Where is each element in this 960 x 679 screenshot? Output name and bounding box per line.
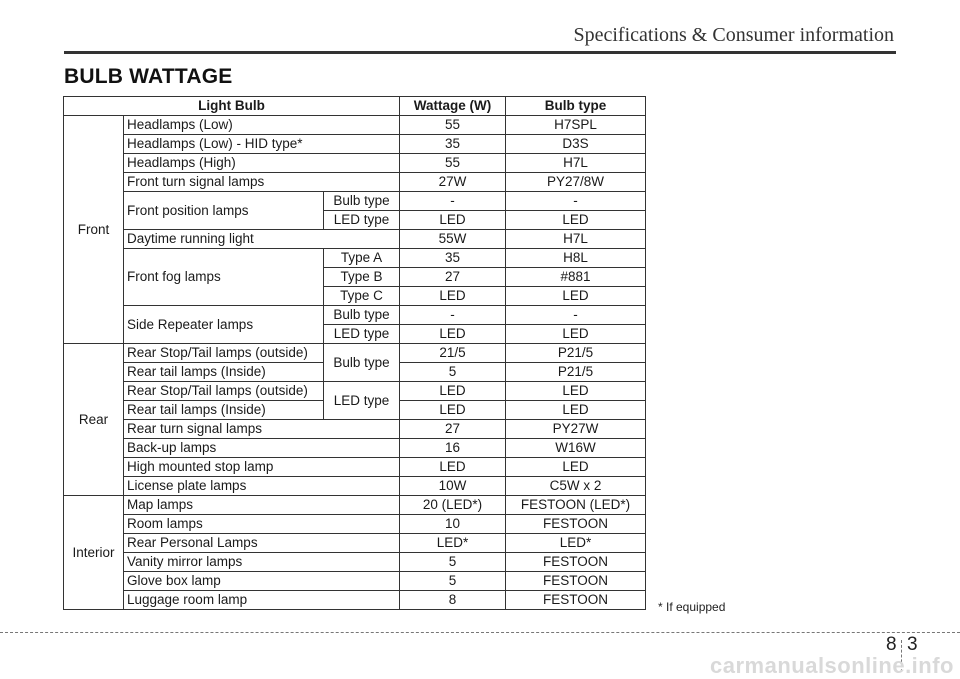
lamp-name: Vanity mirror lamps [124, 553, 400, 572]
sub-type: LED type [324, 382, 400, 420]
wattage: 20 (LED*) [400, 496, 506, 515]
sub-type: Bulb type [324, 344, 400, 382]
wattage: LED* [400, 534, 506, 553]
bulb-type: FESTOON (LED*) [506, 496, 646, 515]
table-header-row [64, 97, 646, 116]
sub-type: Type B [324, 268, 400, 287]
wattage: 35 [400, 249, 506, 268]
wattage: LED [400, 458, 506, 477]
table-row [64, 306, 646, 325]
page-number: 3 [907, 634, 918, 655]
footer-rule [0, 632, 960, 633]
bulb-type: W16W [506, 439, 646, 458]
wattage: 27 [400, 420, 506, 439]
group-rear: Rear [64, 344, 124, 496]
group-front: Front [64, 116, 124, 344]
bulb-type: P21/5 [506, 344, 646, 363]
group-interior: Interior [64, 496, 124, 610]
wattage: 35 [400, 135, 506, 154]
lamp-name: Luggage room lamp [124, 591, 400, 610]
wattage: 10W [400, 477, 506, 496]
section-title: BULB WATTAGE [64, 65, 233, 88]
table-row [64, 135, 646, 154]
bulb-type: C5W x 2 [506, 477, 646, 496]
bulb-type: H8L [506, 249, 646, 268]
table-row [64, 230, 646, 249]
bulb-type: LED [506, 287, 646, 306]
lamp-name: Rear tail lamps (Inside) [124, 401, 324, 420]
watermark: carmanualsonline.info [710, 653, 954, 678]
wattage: LED [400, 401, 506, 420]
table-row [64, 173, 646, 192]
lamp-name: High mounted stop lamp [124, 458, 400, 477]
table-row [64, 553, 646, 572]
bulb-type: LED [506, 325, 646, 344]
lamp-name: Rear Stop/Tail lamps (outside) [124, 382, 324, 401]
header-rule [64, 51, 896, 54]
lamp-name: Rear turn signal lamps [124, 420, 400, 439]
bulb-wattage-table [63, 96, 646, 610]
bulb-type: FESTOON [506, 553, 646, 572]
lamp-name: Side Repeater lamps [124, 306, 324, 344]
wattage: 55 [400, 116, 506, 135]
bulb-type: PY27W [506, 420, 646, 439]
wattage: LED [400, 287, 506, 306]
bulb-type: LED [506, 458, 646, 477]
table-row [64, 496, 646, 515]
lamp-name: Back-up lamps [124, 439, 400, 458]
bulb-type: - [506, 192, 646, 211]
lamp-name: Daytime running light [124, 230, 400, 249]
header-light-bulb: Light Bulb [64, 97, 400, 116]
table-row [64, 439, 646, 458]
bulb-type: FESTOON [506, 572, 646, 591]
bulb-type: FESTOON [506, 591, 646, 610]
wattage: 27 [400, 268, 506, 287]
bulb-type: D3S [506, 135, 646, 154]
wattage: 55 [400, 154, 506, 173]
table-row [64, 344, 646, 363]
table-row [64, 477, 646, 496]
table-row [64, 458, 646, 477]
table-row [64, 572, 646, 591]
wattage: 5 [400, 363, 506, 382]
wattage: - [400, 306, 506, 325]
lamp-name: Rear Personal Lamps [124, 534, 400, 553]
sub-type: Bulb type [324, 192, 400, 211]
lamp-name: Front fog lamps [124, 249, 324, 306]
bulb-type: LED [506, 401, 646, 420]
lamp-name: License plate lamps [124, 477, 400, 496]
footnote: * If equipped [658, 600, 726, 614]
lamp-name: Map lamps [124, 496, 400, 515]
lamp-name: Front position lamps [124, 192, 324, 230]
sub-type: LED type [324, 325, 400, 344]
bulb-type: #881 [506, 268, 646, 287]
wattage: 8 [400, 591, 506, 610]
table-row [64, 591, 646, 610]
wattage: 5 [400, 572, 506, 591]
wattage: 27W [400, 173, 506, 192]
bulb-type: H7L [506, 154, 646, 173]
wattage: 16 [400, 439, 506, 458]
lamp-name: Headlamps (Low) [124, 116, 400, 135]
wattage: LED [400, 211, 506, 230]
wattage: 10 [400, 515, 506, 534]
table-row [64, 382, 646, 401]
bulb-type: FESTOON [506, 515, 646, 534]
sub-type: Type A [324, 249, 400, 268]
table-row [64, 249, 646, 268]
bulb-type: LED [506, 211, 646, 230]
chapter-number: 8 [886, 634, 897, 655]
page-header-title: Specifications & Consumer information [573, 24, 894, 46]
table-row [64, 420, 646, 439]
wattage: LED [400, 325, 506, 344]
wattage: 5 [400, 553, 506, 572]
header-bulb-type: Bulb type [506, 97, 646, 116]
table-row [64, 515, 646, 534]
bulb-type: - [506, 306, 646, 325]
bulb-type: LED* [506, 534, 646, 553]
bulb-type: PY27/8W [506, 173, 646, 192]
lamp-name: Rear tail lamps (Inside) [124, 363, 324, 382]
bulb-type: LED [506, 382, 646, 401]
table-row [64, 154, 646, 173]
sub-type: Bulb type [324, 306, 400, 325]
wattage: LED [400, 382, 506, 401]
bulb-type: H7SPL [506, 116, 646, 135]
sub-type: LED type [324, 211, 400, 230]
wattage: 55W [400, 230, 506, 249]
bulb-type: H7L [506, 230, 646, 249]
lamp-name: Glove box lamp [124, 572, 400, 591]
table-row [64, 116, 646, 135]
bulb-type: P21/5 [506, 363, 646, 382]
table-row [64, 534, 646, 553]
lamp-name: Headlamps (High) [124, 154, 400, 173]
table-row [64, 192, 646, 211]
lamp-name: Rear Stop/Tail lamps (outside) [124, 344, 324, 363]
wattage: 21/5 [400, 344, 506, 363]
sub-type: Type C [324, 287, 400, 306]
header-wattage: Wattage (W) [400, 97, 506, 116]
wattage: - [400, 192, 506, 211]
lamp-name: Room lamps [124, 515, 400, 534]
lamp-name: Headlamps (Low) - HID type* [124, 135, 400, 154]
lamp-name: Front turn signal lamps [124, 173, 400, 192]
